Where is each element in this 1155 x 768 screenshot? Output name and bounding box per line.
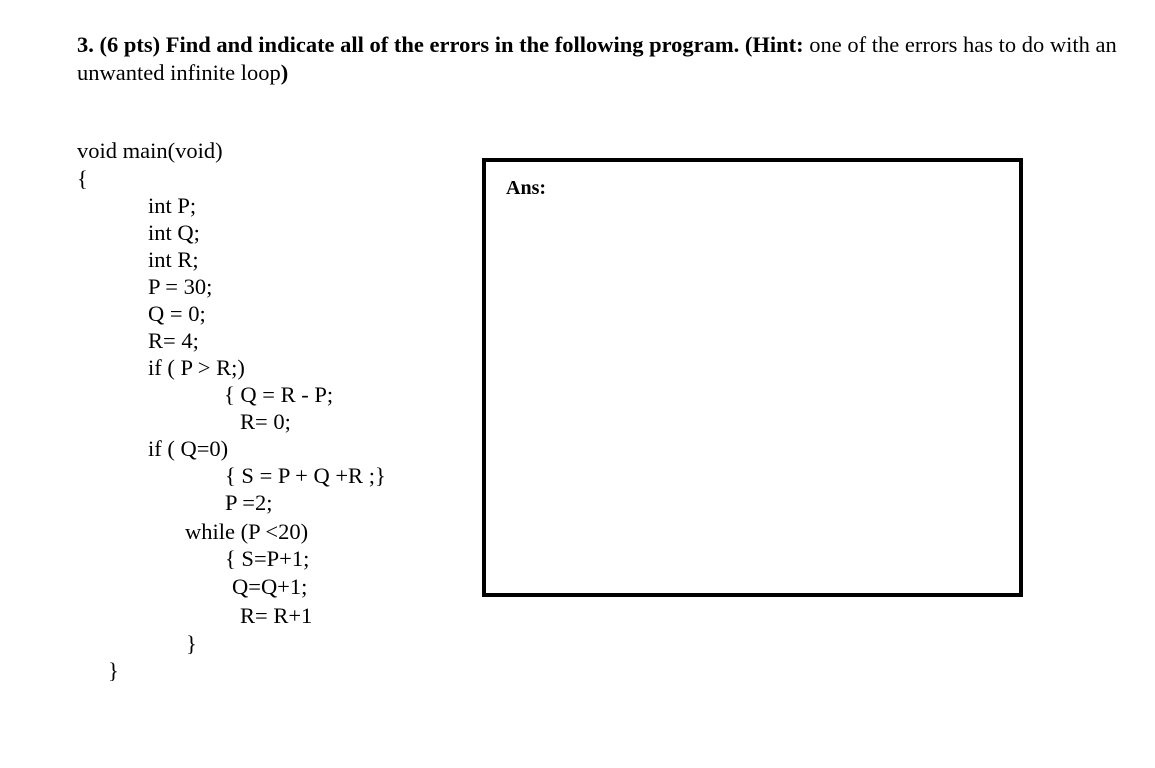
- code-line-14: P =2;: [225, 490, 273, 515]
- code-line-17: Q=Q+1;: [232, 574, 308, 599]
- question-text: [77, 31, 1117, 87]
- code-line-19: }: [186, 631, 197, 656]
- code-line-8: R= 4;: [148, 328, 199, 353]
- hint-close: ): [280, 60, 289, 85]
- code-line-4: int Q;: [148, 220, 200, 245]
- code-line-12: if ( Q=0): [148, 436, 229, 461]
- code-line-6: P = 30;: [148, 274, 213, 299]
- hint-open: (Hint:: [744, 32, 804, 57]
- question-prompt: Find and indicate all of the errors in the following program.: [165, 32, 740, 57]
- question-number: 3.: [77, 32, 94, 57]
- code-line-13: { S = P + Q +R ;}: [225, 463, 386, 488]
- code-line-7: Q = 0;: [148, 301, 206, 326]
- code-line-2: {: [77, 166, 88, 191]
- code-line-15: while (P <20): [185, 519, 309, 544]
- code-line-10: { Q = R - P;: [224, 382, 334, 407]
- question-points: (6 pts): [99, 32, 161, 57]
- answer-label: Ans:: [506, 177, 547, 199]
- code-line-11: R= 0;: [240, 409, 291, 434]
- code-line-5: int R;: [148, 247, 199, 272]
- code-line-3: int P;: [148, 193, 197, 218]
- code-line-1: void main(void): [77, 138, 223, 163]
- hint-text: one of the errors has to do with an unwanted infinite loop: [77, 32, 1117, 85]
- code-line-16: { S=P+1;: [225, 546, 310, 571]
- code-line-9: if ( P > R;): [148, 355, 245, 380]
- code-line-20: }: [108, 658, 119, 683]
- code-line-18: R= R+1: [240, 603, 313, 628]
- answer-box[interactable]: [482, 158, 1023, 597]
